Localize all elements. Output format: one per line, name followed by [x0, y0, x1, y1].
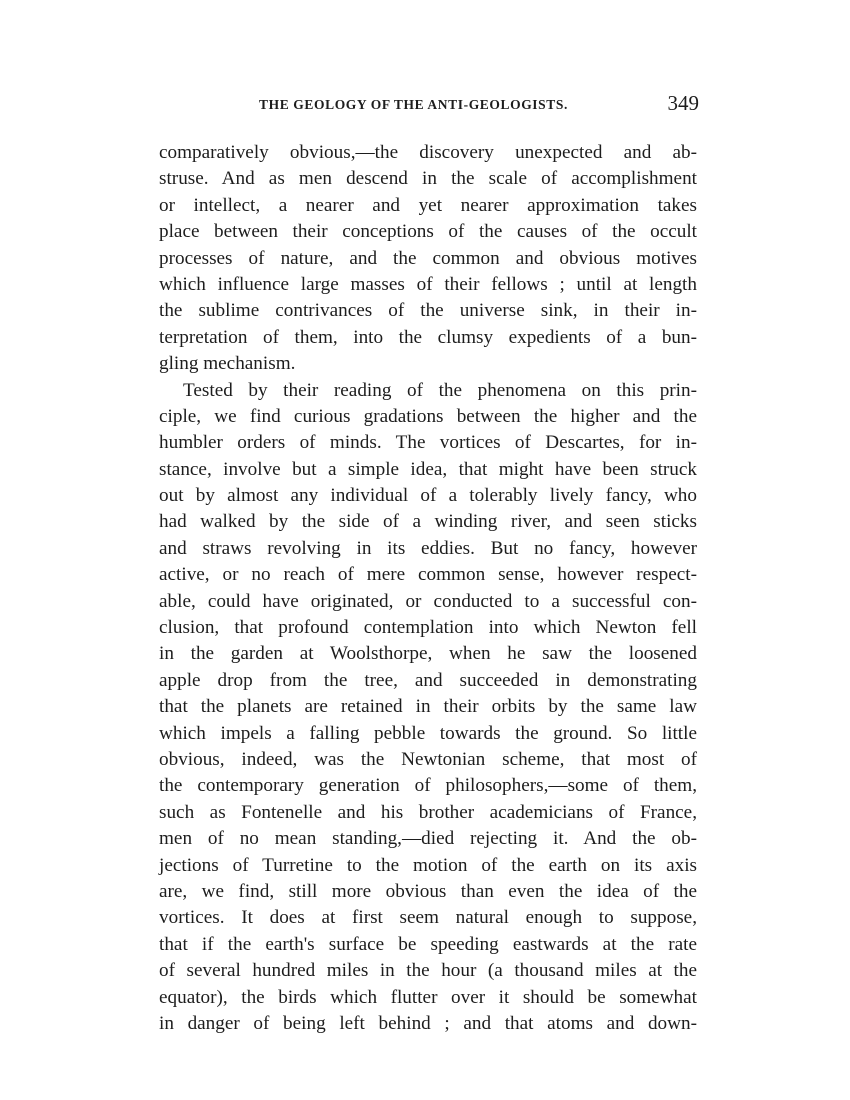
text-line: terpretation of them, into the clumsy expedients of a bun- — [159, 326, 697, 348]
text-line: obvious, indeed, was the Newtonian scheme, that most of — [159, 748, 697, 770]
text-line: that the planets are retained in their orbits by the same law — [159, 696, 697, 718]
text-line: in the garden at Woolsthorpe, when he saw the loosened — [159, 643, 697, 665]
text-line: struse. And as men descend in the scale of accomplishment — [159, 168, 697, 190]
text-line: the contemporary generation of philosophers,—some of them, — [159, 775, 697, 797]
text-line: comparatively obvious,—the discovery unexpected and ab- — [159, 142, 697, 163]
text-line: which impels a falling pebble towards the ground. So little — [159, 722, 697, 744]
body-text — [159, 140, 697, 1037]
paragraph-start-line: Tested by their reading of the phenomena on this prin- — [183, 379, 697, 401]
text-line: that if the earth's surface be speeding eastwards at the rate — [159, 933, 697, 955]
text-line: of several hundred miles in the hour (a thousand miles at the — [159, 960, 697, 982]
text-line: place between their conceptions of the causes of the occult — [159, 221, 697, 243]
page-number: 349 — [667, 91, 699, 115]
text-line: processes of nature, and the common and obvious motives — [159, 247, 697, 269]
text-line: able, could have originated, or conducted to a successful con- — [159, 590, 697, 612]
text-line: the sublime contrivances of the universe sink, in their in- — [159, 300, 697, 322]
text-line: humbler orders of minds. The vortices of Descartes, for in- — [159, 432, 697, 454]
text-line: apple drop from the tree, and succeeded in demonstrating — [159, 669, 697, 691]
text-line: gling mechanism. — [159, 353, 296, 375]
text-line: men of no mean standing,—died rejecting it. And the ob- — [159, 828, 697, 850]
text-line: are, we find, still more obvious than even the idea of the — [159, 880, 697, 902]
text-line: out by almost any individual of a tolerably lively fancy, who — [159, 485, 697, 507]
text-line: had walked by the side of a winding river, and seen sticks — [159, 511, 697, 533]
running-head — [159, 91, 699, 121]
text-line: which influence large masses of their fellows ; until at length — [159, 273, 697, 295]
text-line: equator), the birds which flutter over it should be somewhat — [159, 986, 697, 1008]
text-line: active, or no reach of mere common sense, however respect- — [159, 564, 697, 586]
text-line: such as Fontenelle and his brother academicians of France, — [159, 801, 697, 823]
text-line: stance, involve but a simple idea, that might have been struck — [159, 458, 697, 480]
text-line: and straws revolving in its eddies. But no fancy, however — [159, 537, 697, 559]
text-line: clusion, that profound contemplation into which Newton fell — [159, 617, 697, 639]
text-line: jections of Turretine to the motion of the earth on its axis — [159, 854, 697, 876]
text-line: vortices. It does at first seem natural enough to suppose, — [159, 907, 697, 929]
text-line: ciple, we find curious gradations between the higher and the — [159, 405, 697, 427]
text-line: or intellect, a nearer and yet nearer approximation takes — [159, 194, 697, 216]
text-line: in danger of being left behind ; and that atoms and down- — [159, 1012, 697, 1034]
running-title: THE GEOLOGY OF THE ANTI-GEOLOGISTS. — [259, 97, 568, 112]
